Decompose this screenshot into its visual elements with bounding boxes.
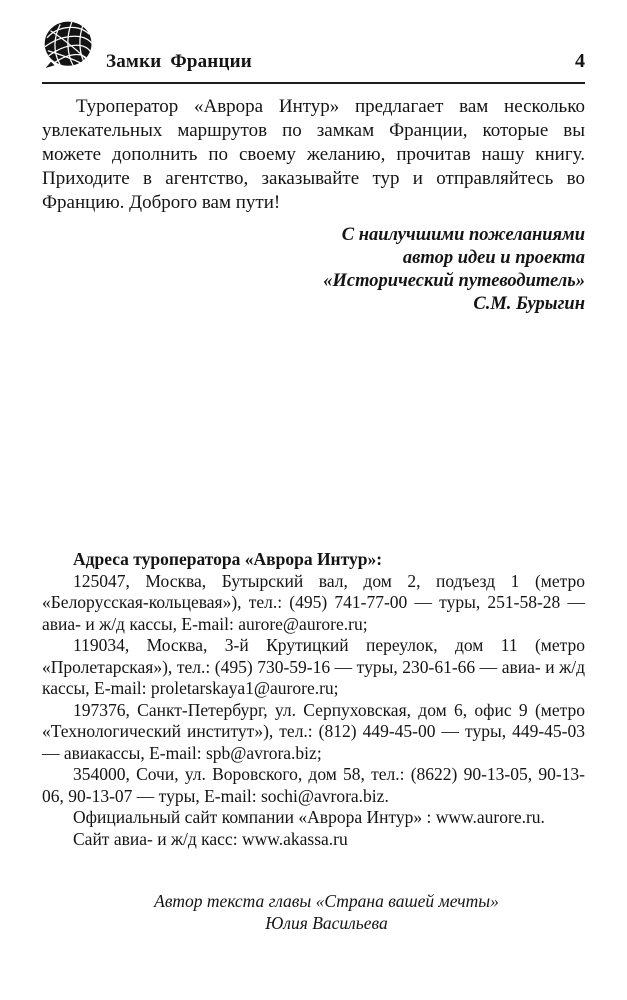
running-head <box>42 20 585 84</box>
chapter-credits <box>42 891 585 934</box>
credits-line: Юлия Васильева <box>265 912 388 933</box>
scribble-sphere-icon <box>42 20 96 71</box>
address-entry-spb: 197376, Санкт-Петербург, ул. Серпуховская, дом 6, офис 9 (метро «Технологический институт»), тел.: (812) 449-45-00 — туры, 449-45-03 — авиакассы, E-mail: spb@avrora.biz; <box>42 699 585 763</box>
addresses-section <box>42 549 585 850</box>
signature-line: «Исторический путеводитель» <box>323 271 585 291</box>
address-entry-sochi: 354000, Сочи, ул. Воровского, дом 58, тел.: (8622) 90-13-05, 90-13-06, 90-13-07 — туры, E-mail: sochi@avrora.biz. <box>42 764 585 806</box>
signature-line: автор идеи и проекта <box>402 248 585 268</box>
address-entry-moscow-1: 125047, Москва, Бутырский вал, дом 2, подъезд 1 (метро «Белорусская-кольцевая»), тел.: (495) 741-77-00 — туры, 251-58-28 — авиа- и ж/д кассы, E-mail: aurore@aurore.ru; <box>42 570 585 634</box>
intro-paragraph: Туроператор «Аврора Интур» предлагает вам несколько увлекательных маршрутов по замкам Франции, которые вы можете дополнить по своему желанию, прочитав нашу книгу. Приходите в агентство, заказывайте тур и отправляйтесь во Францию. Доброго вам пути! <box>42 96 585 213</box>
signature-block <box>42 224 585 316</box>
address-entry-moscow-2: 119034, Москва, 3-й Крутицкий переулок, дом 11 (метро «Пролетарская»), тел.: (495) 730-59-16 — туры, 230-61-66 — авиа- и ж/д кассы, E-mail: proletarskaya1@aurore.ru; <box>42 635 585 698</box>
book-title: Замки Франции <box>106 51 252 72</box>
signature-line: С наилучшими пожеланиями <box>341 225 585 245</box>
signature-line: С.М. Бурыгин <box>473 294 585 314</box>
ticket-site-line: Сайт авиа- и ж/д касс: www.akassa.ru <box>73 828 348 849</box>
official-site-line: Официальный сайт компании «Аврора Интур» : www.aurore.ru. <box>73 807 545 827</box>
credits-line: Автор текста главы «Страна вашей мечты» <box>154 891 499 911</box>
addresses-heading: Адреса туроператора «Аврора Интур»: <box>73 549 383 569</box>
page-number: 4 <box>575 50 585 72</box>
